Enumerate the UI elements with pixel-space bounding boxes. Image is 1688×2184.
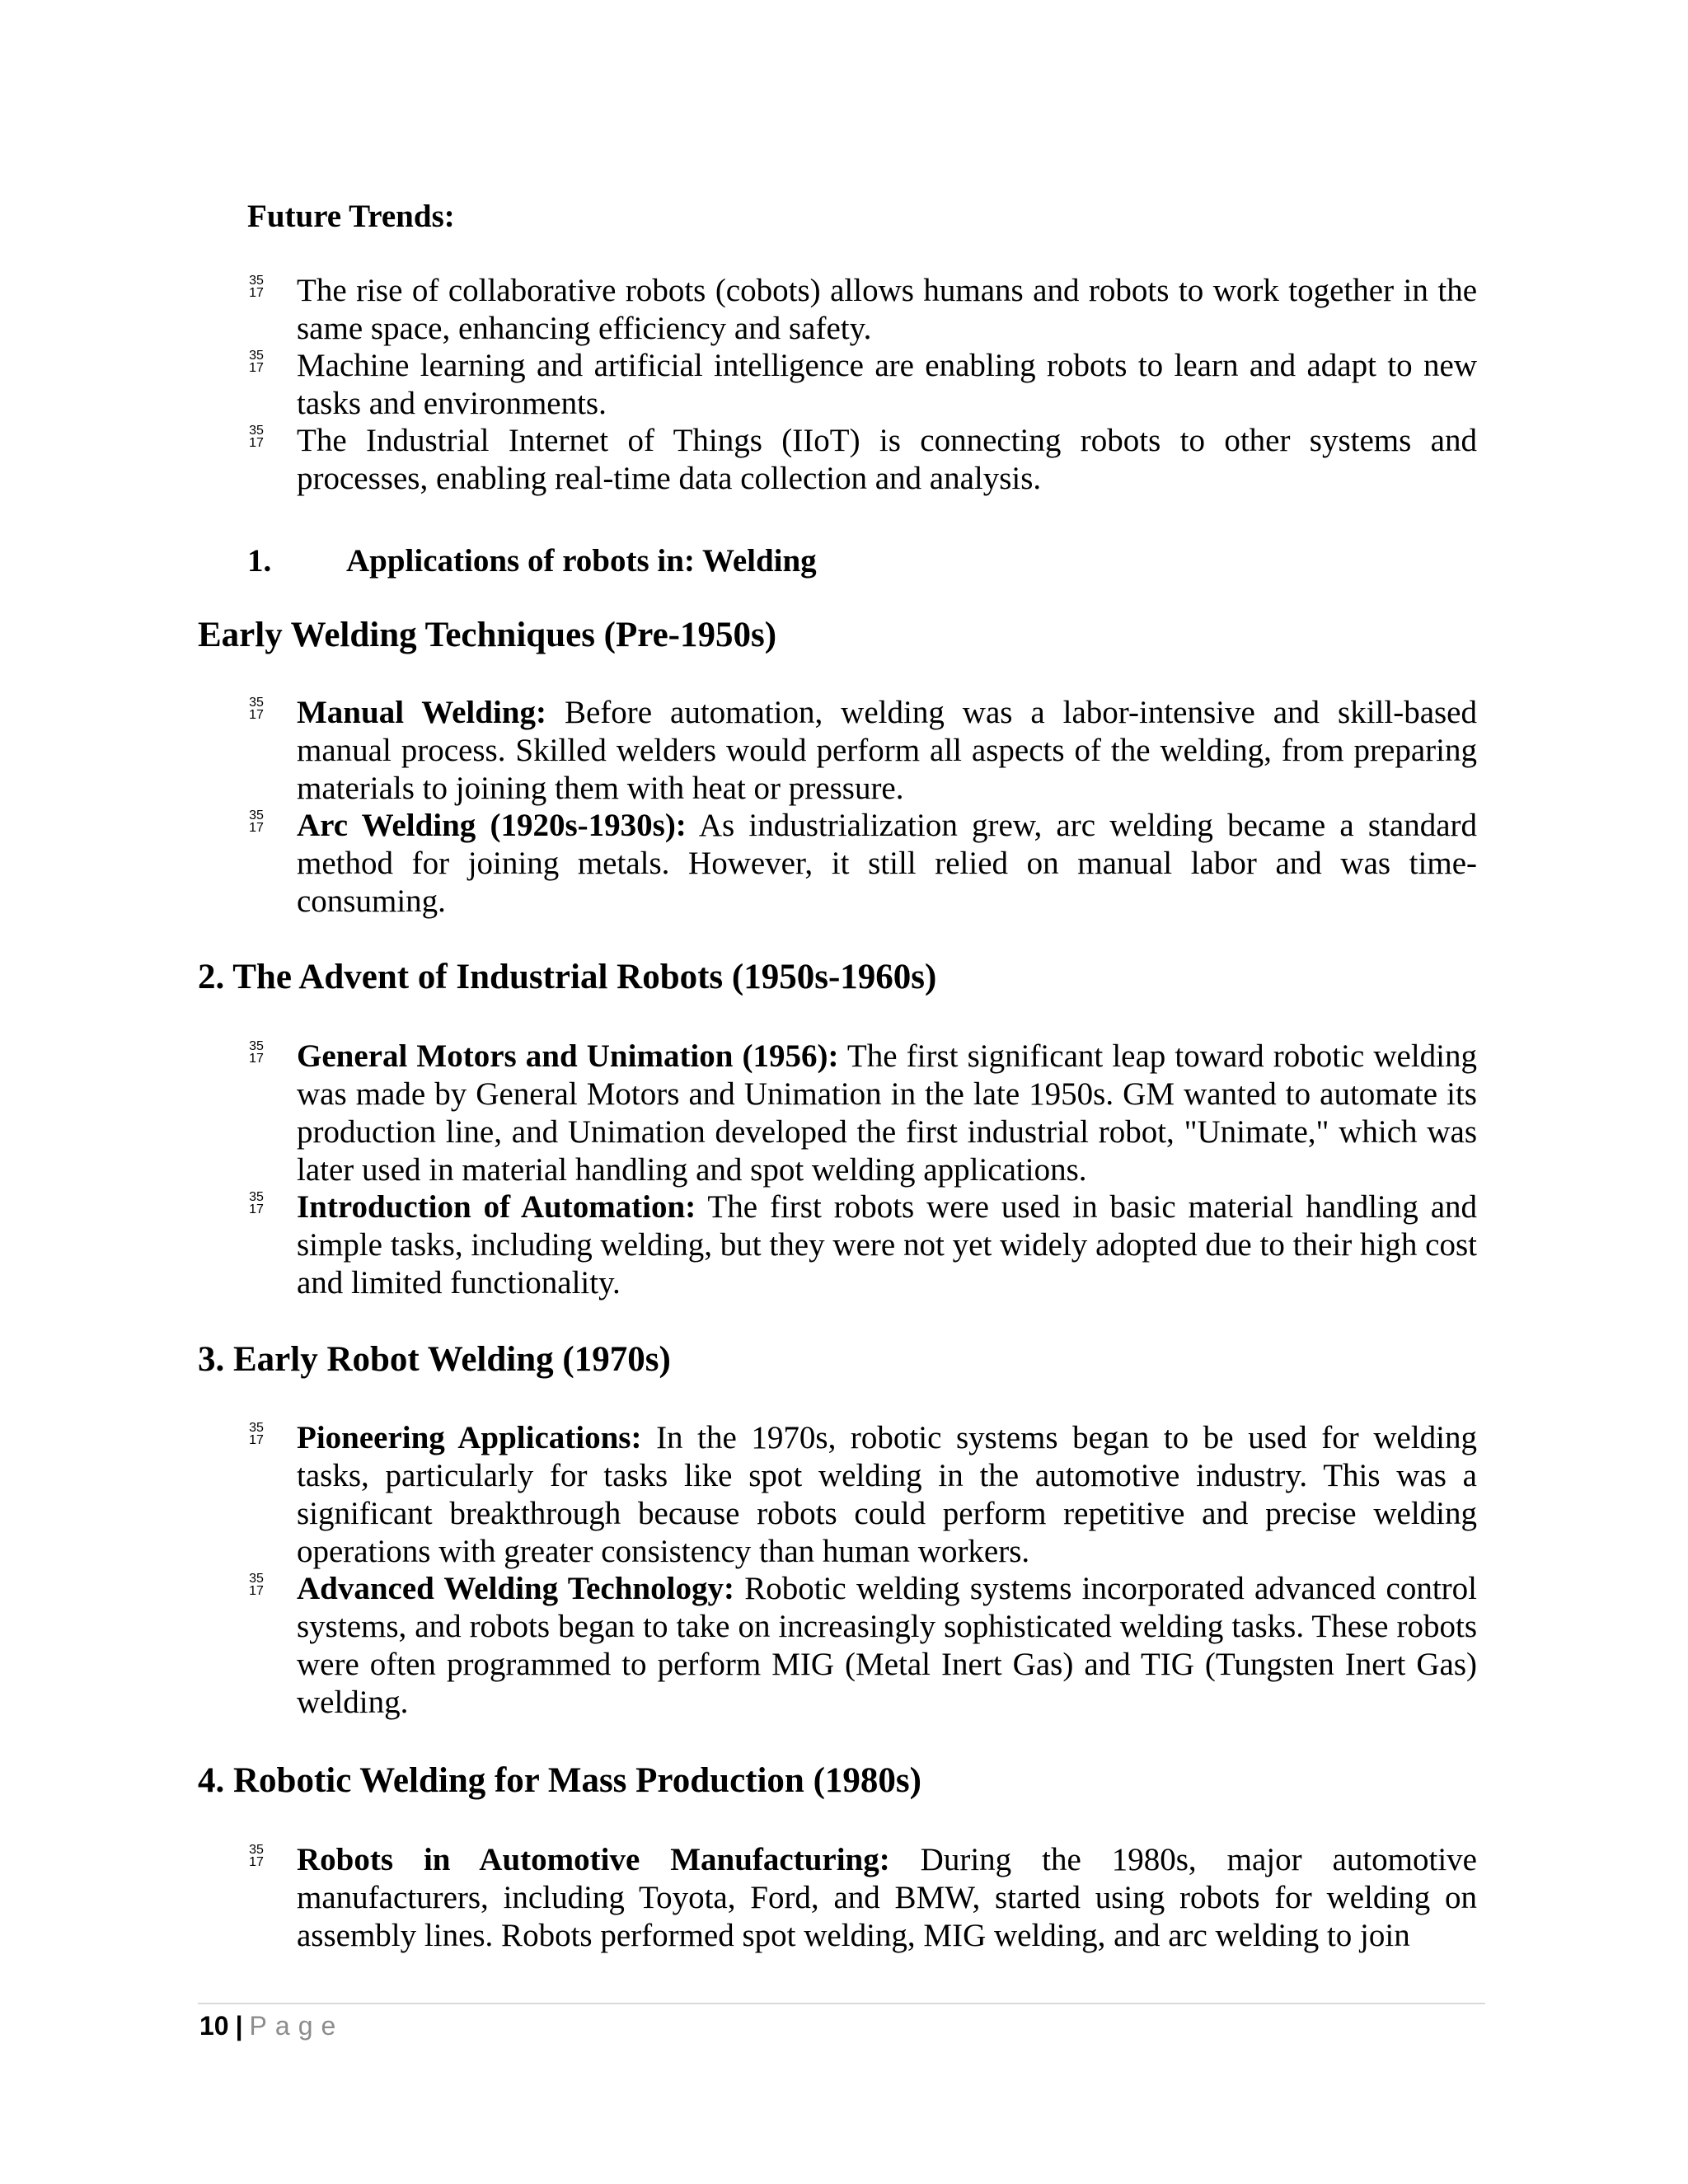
applications-number: 1. bbox=[247, 543, 272, 579]
bullet-body: Before automation, welding was a labor-intensive and skill-based manual process. Skilled welders would perform all aspects of the welding, from preparing materials to joining them with heat or pressure. bbox=[297, 695, 1477, 806]
bullet-body: The first robots were used in basic material handling and simple tasks, including welding, but they were not yet widely adopted due to their high cost and limited functionality. bbox=[297, 1189, 1478, 1301]
bullet-body: In the 1970s, robotic systems began to be used for welding tasks, particularly for tasks like spot welding in the automotive industry. This was a significant breakthrough because robots could perform repetitive and precise welding operations with greater consistency than human workers. bbox=[297, 1420, 1477, 1569]
applications-title: Applications of robots in: Welding bbox=[346, 543, 817, 579]
bullet-text: Machine learning and artificial intelligence are enabling robots to learn and adapt to new tasks and environments. bbox=[297, 348, 1477, 421]
future-trends-title: Future Trends: bbox=[247, 199, 455, 234]
page-number: 10 bbox=[199, 2011, 229, 2041]
footer-divider bbox=[198, 2003, 1485, 2004]
bullet-term: Manual Welding: bbox=[297, 695, 546, 730]
bullet-text bbox=[297, 694, 1477, 808]
bullet-text bbox=[297, 1038, 1477, 1189]
bullet-marker-icon: 35 17 bbox=[249, 274, 264, 300]
bullet-term: Pioneering Applications: bbox=[297, 1420, 642, 1455]
bullet-body: The first significant leap toward robotic welding was made by General Motors and Unimation in the late 1950s. GM wanted to automate its production line, and Unimation developed the first industrial robot, "Unimate," which was later used in material handling and spot welding applications. bbox=[297, 1038, 1478, 1188]
bullet-body: Robotic welding systems incorporated advanced control systems, and robots began to take on increasingly sophisticated welding tasks. These robots were often programmed to perform MIG (Metal Inert Gas) and TIG (Tungsten Inert Gas) welding. bbox=[297, 1571, 1477, 1720]
bullet-marker-icon: 35 17 bbox=[249, 1039, 264, 1066]
bullet-marker-icon: 35 17 bbox=[249, 1572, 264, 1598]
bullet-marker-icon: 35 17 bbox=[249, 1190, 264, 1216]
bullet-term: Introduction of Automation: bbox=[297, 1189, 696, 1225]
bullet-text bbox=[297, 1419, 1477, 1571]
applications-heading bbox=[247, 542, 817, 579]
bullet-marker-icon: 35 17 bbox=[249, 808, 264, 835]
bullet-term: Advanced Welding Technology: bbox=[297, 1571, 734, 1606]
bullet-text: The Industrial Internet of Things (IIoT) is connecting robots to other systems and processes, enabling real-time data collection and analysis. bbox=[297, 423, 1477, 496]
section-heading-advent: 2. The Advent of Industrial Robots (1950s-1960s) bbox=[198, 958, 937, 996]
bullet-marker-icon: 35 17 bbox=[249, 1421, 264, 1447]
bullet-term: Arc Welding (1920s-1930s): bbox=[297, 808, 687, 843]
bullet-body: As industrialization grew, arc welding became a standard method for joining metals. However, it still relied on manual labor and was time-consuming. bbox=[297, 808, 1477, 919]
bullet-text bbox=[297, 1841, 1477, 1955]
bullet-text: The rise of collaborative robots (cobots) allows humans and robots to work together in the same space, enhancing efficiency and safety. bbox=[297, 273, 1477, 346]
footer-separator: | bbox=[235, 2011, 243, 2041]
bullet-marker-icon: 35 17 bbox=[249, 424, 264, 450]
bullet-term: General Motors and Unimation (1956): bbox=[297, 1038, 839, 1074]
page-label: Page bbox=[249, 2011, 345, 2041]
bullet-marker-icon: 35 17 bbox=[249, 1843, 264, 1869]
page-footer bbox=[199, 2011, 344, 2041]
bullet-text bbox=[297, 1188, 1477, 1302]
section-heading-early-welding: Early Welding Techniques (Pre-1950s) bbox=[198, 616, 777, 654]
bullet-term: Robots in Automotive Manufacturing: bbox=[297, 1842, 890, 1877]
bullet-marker-icon: 35 17 bbox=[249, 696, 264, 722]
bullet-text bbox=[297, 807, 1477, 921]
section-heading-mass-production: 4. Robotic Welding for Mass Production (1980s) bbox=[198, 1761, 921, 1800]
bullet-text bbox=[297, 1570, 1477, 1722]
section-heading-early-robot: 3. Early Robot Welding (1970s) bbox=[198, 1340, 671, 1379]
bullet-marker-icon: 35 17 bbox=[249, 349, 264, 375]
bullet-body: During the 1980s, major automotive manufacturers, including Toyota, Ford, and BMW, started using robots for welding on assembly lines. Robots performed spot welding, MIG welding, and arc welding to join bbox=[297, 1842, 1477, 1953]
